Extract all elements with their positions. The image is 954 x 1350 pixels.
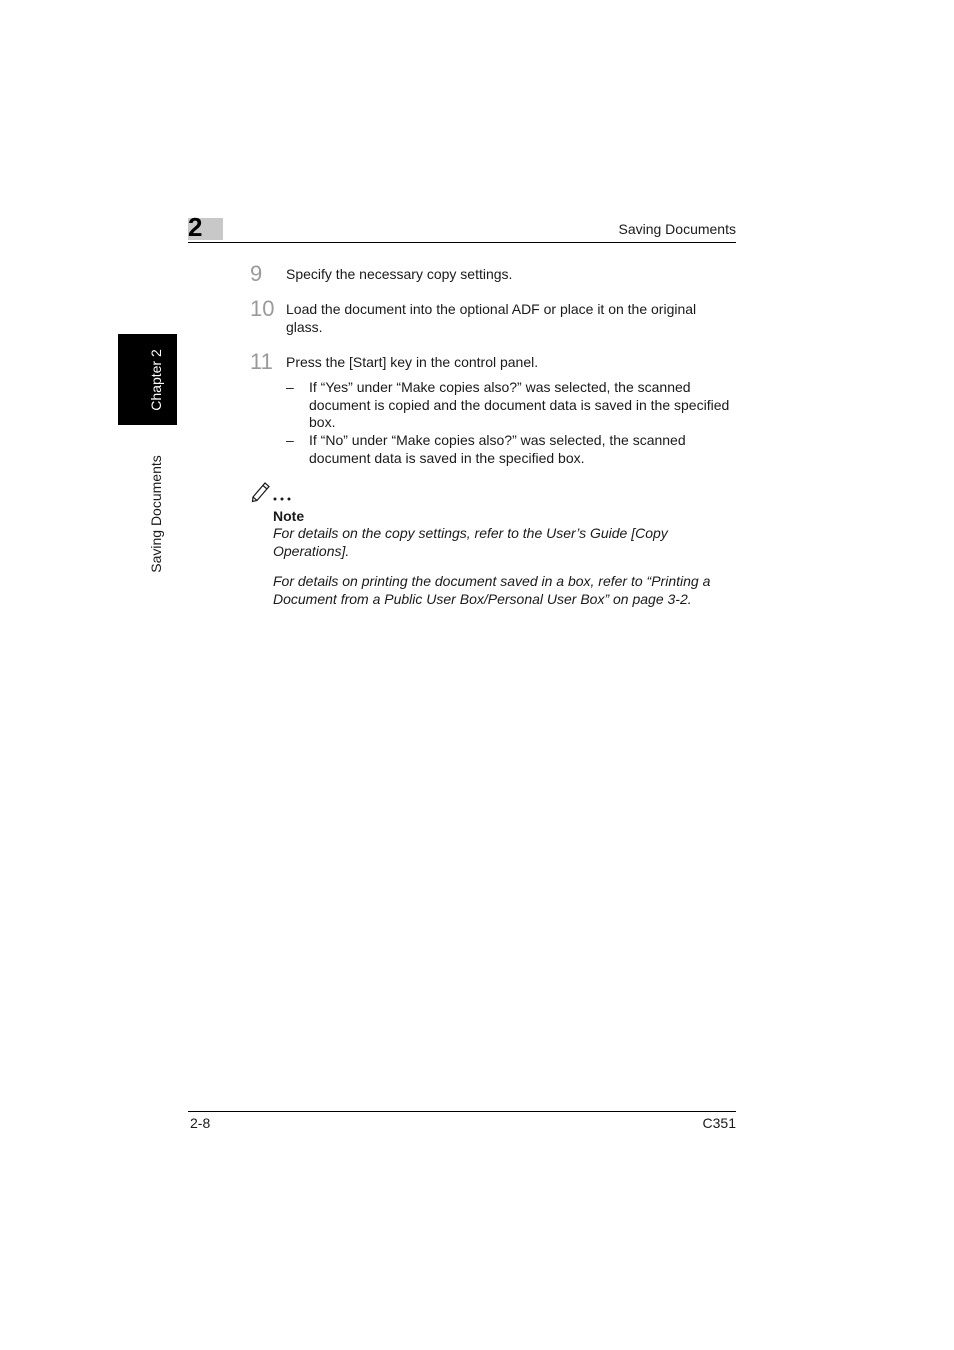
- chapter-number: 2: [188, 212, 203, 242]
- page-number: 2-8: [190, 1115, 211, 1131]
- bullet-text: If “Yes” under “Make copies also?” was selected, the scanned document is copied and the document data is saved in the specified box.: [309, 379, 730, 430]
- footer-divider: [188, 1111, 736, 1112]
- section-tab-label: [147, 440, 165, 588]
- step-text: Press the [Start] key in the control panel.: [286, 354, 539, 370]
- step-number: 10: [250, 296, 275, 321]
- step-text: Load the document into the optional ADF or place it on the original glass.: [286, 301, 697, 335]
- bullet-dash: –: [286, 432, 294, 448]
- chapter-tab-text: Chapter 2: [148, 348, 164, 411]
- header-divider: [188, 242, 736, 243]
- list-item: [286, 379, 738, 433]
- bullet-text: If “No” under “Make copies also?” was selected, the scanned document data is saved in the specified box.: [309, 432, 686, 466]
- model-name: C351: [702, 1115, 736, 1131]
- running-header-title: Saving Documents: [618, 221, 736, 237]
- note-paragraph: For details on the copy settings, refer to the User’s Guide [Copy Operations].: [273, 525, 668, 559]
- bullet-dash: –: [286, 379, 294, 395]
- step-number: 11: [250, 349, 273, 374]
- chapter-tab-label: [147, 334, 165, 425]
- note-paragraph: For details on printing the document saved in a box, refer to “Printing a Document from a Public User Box/Personal User Box” on page 3-2.: [273, 573, 711, 607]
- note-title: Note: [273, 508, 305, 524]
- pencil-note-icon: [250, 479, 300, 505]
- step-number: 9: [250, 261, 263, 286]
- step-text: Specify the necessary copy settings.: [286, 266, 513, 282]
- section-tab-text: Saving Documents: [148, 455, 164, 573]
- list-item: [286, 432, 738, 468]
